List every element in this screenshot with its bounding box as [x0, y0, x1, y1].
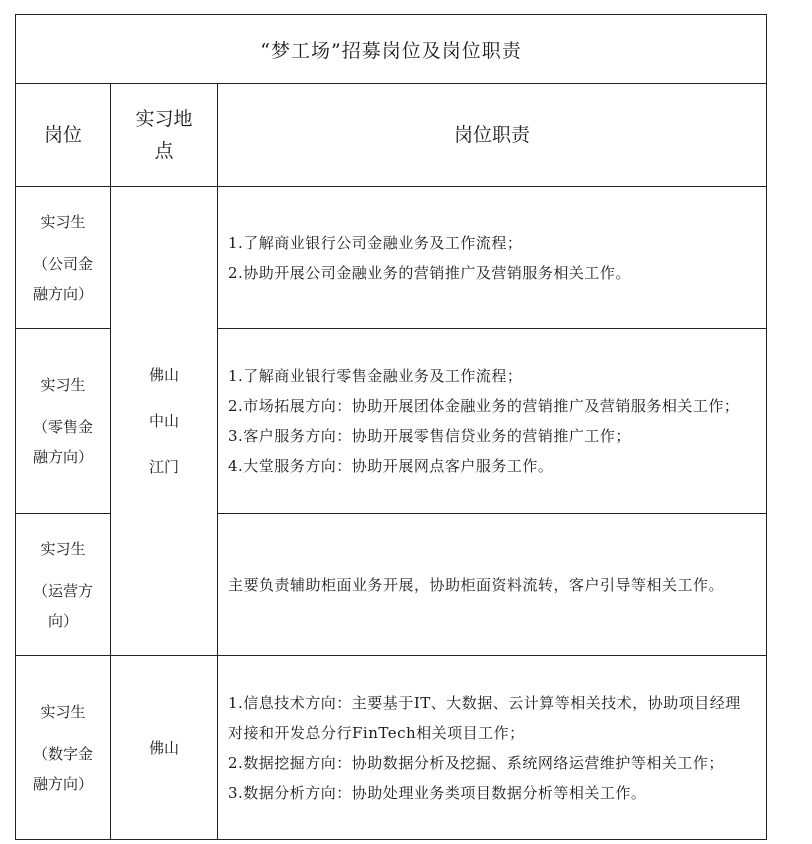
duty-item: 1.了解商业银行零售金融业务及工作流程； — [228, 367, 523, 385]
location-item: 佛山 — [148, 366, 179, 384]
duty-item: 3.数据分析方向：协助处理业务类项目数据分析等相关工作。 — [228, 783, 647, 802]
duty-item: 2.协助开展公司金融业务的营销推广及营销服务相关工作。 — [228, 263, 631, 282]
header-duties: 岗位职责 — [218, 84, 767, 187]
position-direction: （运营方向） — [32, 581, 93, 630]
header-row — [16, 84, 767, 187]
duty-item: 4.大堂服务方向：协助开展网点客户服务工作。 — [228, 457, 554, 475]
position-direction: （公司金融方向） — [32, 254, 93, 303]
duties-cell — [218, 187, 767, 329]
location-item: 江门 — [148, 458, 179, 476]
position-direction: （零售金融方向） — [32, 418, 93, 466]
position-title: 实习生 — [40, 539, 86, 558]
duty-item: 2.市场拓展方向：协助开展团体金融业务的营销推广及营销服务相关工作； — [228, 397, 740, 415]
position-cell — [16, 514, 111, 656]
position-cell — [16, 329, 111, 514]
table-row — [16, 656, 767, 840]
table-row — [16, 187, 767, 329]
position-cell — [16, 187, 111, 329]
duty-item: 1.信息技术方向：主要基于IT、大数据、云计算等相关技术，协助项目经理对接和开发总分行FinTech相关项目工作； — [228, 693, 741, 742]
duty-item: 2.数据挖掘方向：协助数据分析及挖掘、系统网络运营维护等相关工作； — [228, 753, 724, 772]
title-row — [16, 15, 767, 84]
duty-item: 主要负责辅助柜面业务开展，协助柜面资料流转，客户引导等相关工作。 — [228, 575, 725, 594]
duty-item: 3.客户服务方向：协助开展零售信贷业务的营销推广工作； — [228, 427, 631, 445]
header-location-text: 实习地点 — [135, 108, 193, 162]
header-location — [111, 84, 218, 187]
header-position: 岗位 — [16, 84, 111, 187]
location-item: 佛山 — [148, 738, 179, 757]
location-item: 中山 — [148, 412, 179, 430]
position-cell — [16, 656, 111, 840]
recruitment-table — [15, 14, 767, 840]
position-title: 实习生 — [40, 376, 86, 394]
duty-item: 1.了解商业银行公司金融业务及工作流程； — [228, 233, 523, 252]
duties-cell — [218, 656, 767, 840]
duties-cell — [218, 514, 767, 656]
position-title: 实习生 — [40, 212, 86, 231]
table-title: “梦工场”招募岗位及岗位职责 — [16, 15, 767, 84]
position-direction: （数字金融方向） — [32, 744, 93, 793]
duties-cell — [218, 329, 767, 514]
position-title: 实习生 — [40, 702, 86, 721]
location-cell — [111, 187, 218, 656]
location-cell — [111, 656, 218, 840]
